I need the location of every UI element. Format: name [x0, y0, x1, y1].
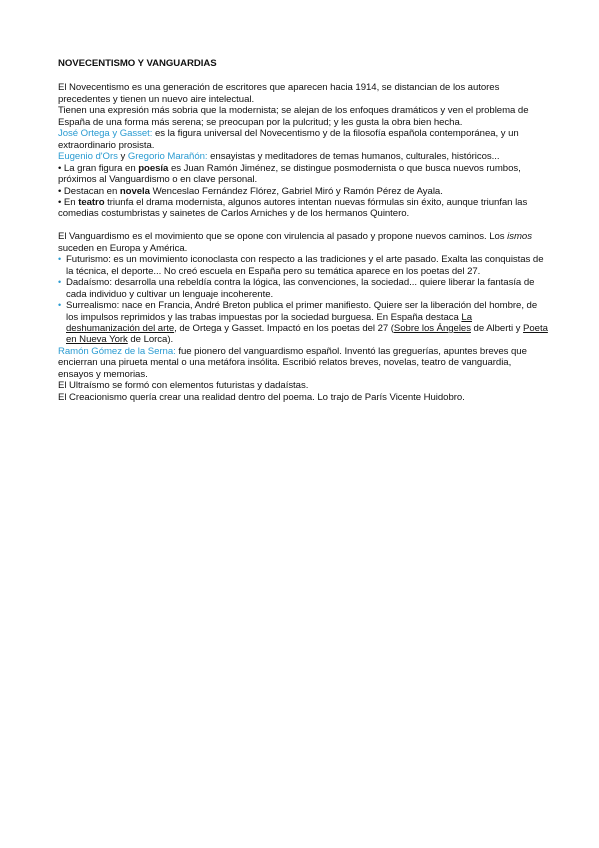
- book-deshumanizacion: La deshumanización del arte: [66, 311, 472, 335]
- vanguardismo-intro: [58, 231, 548, 254]
- ortega-link[interactable]: José Ortega y Gasset:: [58, 128, 153, 140]
- maranon-link[interactable]: Gregorio Marañón:: [127, 151, 208, 163]
- ors-link[interactable]: Eugenio d'Ors: [58, 151, 118, 163]
- novela-text: Wenceslao Fernández Flórez, Gabriel Miró y Ramón Pérez de Ayala.: [149, 185, 443, 197]
- ismos-list: [58, 254, 548, 346]
- list-item-surrealismo: [58, 300, 548, 346]
- ors-maranon-paragraph: [58, 151, 548, 162]
- poesia-keyword: poesía: [138, 162, 169, 174]
- section-gap: [58, 220, 548, 232]
- ismos-word: ismos: [507, 231, 532, 243]
- teatro-paragraph: [58, 197, 548, 220]
- ors-and-text: y: [117, 151, 128, 163]
- ortega-text: es la figura universal del Novecentismo y de la filosofía española contemporánea, y un extraordinario prosista.: [58, 128, 519, 151]
- teatro-text: triunfa el drama modernista, algunos autores intentan nuevas fórmulas sin éxito, aunque triunfan las comedias costumbristas y sainetes de Carlos Arniches y de los hermanos Quintero.: [58, 196, 528, 220]
- list-item-dadaismo: • Dadaísmo: desarrolla una rebeldía contra la lógica, las convenciones, la sociedad... quiere liberar la fantasía de cada individuo y cultivar un lenguaje incoherente.: [58, 277, 548, 300]
- novecentismo-characteristics: Tienen una expresión más sobria que la modernista; se alejan de los enfoques dramáticos y ven el problema de España de una forma más serena; se preocupan por la pulcritud; y les gusta la obra bien hecha.: [58, 105, 529, 128]
- book-sobre-los-angeles: Sobre los Ángeles: [393, 323, 471, 335]
- document-page: [58, 58, 548, 403]
- gomez-paragraph: [58, 346, 548, 380]
- novela-keyword: novela: [119, 185, 150, 197]
- gomez-link[interactable]: Ramón Gómez de la Serna:: [58, 345, 176, 357]
- ors-maranon-text: ensayistas y meditadores de temas humanos, culturales, históricos...: [207, 151, 500, 163]
- book-poeta-en-nueva-york: Poeta en Nueva York: [66, 323, 548, 346]
- teatro-prefix: • En: [58, 196, 79, 208]
- poesia-text: es Juan Ramón Jiménez, se distingue posmodernista o que busca nuevos rumbos, próximos al Vanguardismo o en clave personal.: [58, 162, 521, 186]
- gomez-text: fue pionero del vanguardismo español. Inventó las greguerías, apuntes breves que encierran una pirueta mental o una metáfora insólita. Escribió relatos breves, novelas, teatro de vanguardia, ensayos y memorias.: [58, 345, 527, 380]
- document-title: NOVECENTISMO Y VANGUARDIAS: [58, 58, 217, 69]
- vanguardismo-intro-a: El Vanguardismo es el movimiento que se opone con virulencia al pasado y propone nuevos caminos. Los: [58, 231, 508, 243]
- surrealismo-text-b: , de Ortega y Gasset. Impactó en los poetas del 27 (: [174, 323, 394, 335]
- poesia-prefix: • La gran figura en: [58, 162, 139, 174]
- novecentismo-definition: El Novecentismo es una generación de escritores que aparecen hacia 1914, se distancian de los autores precedentes y tienen un nuevo aire intelectual.: [58, 82, 500, 105]
- novela-paragraph: [58, 186, 548, 197]
- poesia-paragraph: [58, 163, 548, 186]
- surrealismo-text-d: de Lorca).: [127, 334, 174, 346]
- vanguardismo-intro-b: suceden en Europa y América.: [58, 242, 188, 254]
- ultraismo-paragraph: El Ultraísmo se formó con elementos futuristas y dadaístas.: [58, 380, 309, 392]
- novela-prefix: • Destacan en: [58, 185, 120, 197]
- list-item-futurismo: • Futurismo: es un movimiento iconoclasta con respecto a las tradiciones y el arte pasado. Exalta las conquistas de la técnica, el deporte... No creó escuela en España pero su temática aparece en los poetas del 27.: [58, 254, 548, 277]
- ortega-paragraph: [58, 128, 548, 151]
- creacionismo-paragraph: El Creacionismo quería crear una realidad dentro del poema. Lo trajo de París Vicente Huidobro.: [58, 391, 465, 403]
- surrealismo-text-a: Surrealismo: nace en Francia, André Breton publica el primer manifiesto. Quiere ser la liberación del hombre, de los impulsos reprimidos y las trabas impuestas por la sociedad burguesa. En España destaca: [66, 300, 538, 323]
- teatro-keyword: teatro: [78, 196, 105, 208]
- surrealismo-text-c: de Alberti y: [470, 323, 524, 335]
